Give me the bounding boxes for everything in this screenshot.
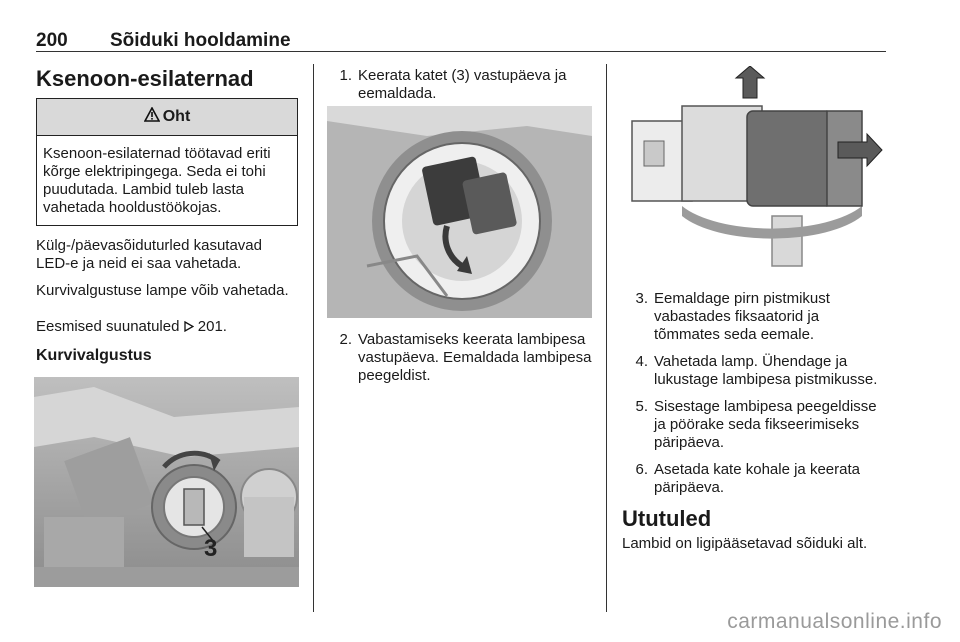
step-number: 5. xyxy=(635,398,648,415)
figure-bulb-holder xyxy=(327,106,592,318)
figure-bulb-removal xyxy=(622,66,884,276)
step-number: 6. xyxy=(635,461,648,478)
column-divider-1 xyxy=(313,64,314,612)
para-cornering: Kurvivalgustuse lampe võib vahetada. xyxy=(36,282,289,299)
step-text: Vabastamiseks keerata lambipesa vastupäeva. Eemaldada lambipesa peegeldist. xyxy=(358,331,592,384)
subheading-cornering: Kurvivalgustus xyxy=(36,347,152,364)
step-4 xyxy=(622,353,888,389)
step-text: Asetada kate kohale ja keerata päripäeva. xyxy=(654,461,860,496)
para-indicators-text: Eesmised suunatuled xyxy=(36,318,180,335)
step-6 xyxy=(622,461,888,497)
step-number: 1. xyxy=(339,67,352,84)
step-1 xyxy=(326,67,596,103)
para-indicators xyxy=(36,318,300,336)
warning-text: Ksenoon-esilaternad töötavad eriti kõrge elektripingega. Seda ei tohi puudutada. Lambid tuleb lasta vahetada hooldustöökojas. xyxy=(43,145,271,216)
para-fog: Lambid on ligipääsetavad sõiduki alt. xyxy=(622,535,868,552)
step-text: Eemaldage pirn pistmikust vabastades fiksaatorid ja tõmmates seda eemale. xyxy=(654,290,830,343)
column-divider-2 xyxy=(606,64,607,612)
step-number: 3. xyxy=(635,290,648,307)
step-number: 2. xyxy=(339,331,352,348)
page-number: 200 xyxy=(36,30,68,51)
step-5 xyxy=(622,398,888,452)
step-number: 4. xyxy=(635,353,648,370)
step-text: Vahetada lamp. Ühendage ja lukustage lambipesa pistmikusse. xyxy=(654,353,878,388)
figure-callout-3: 3 xyxy=(204,535,218,562)
warning-header xyxy=(37,99,297,136)
warning-icon xyxy=(144,107,160,127)
warning-title: Oht xyxy=(162,108,191,125)
header-rule xyxy=(36,51,886,52)
step-2 xyxy=(326,331,596,385)
step-3 xyxy=(622,290,888,344)
page-ref-icon xyxy=(184,318,198,335)
section-title-xenon: Ksenoon-esilaternad xyxy=(36,66,254,91)
section-title-fog: Ututuled xyxy=(622,506,712,531)
running-title: Sõiduki hooldamine xyxy=(110,30,291,51)
warning-box xyxy=(36,98,298,226)
watermark: carmanualsonline.info xyxy=(727,610,942,633)
step-text: Sisestage lambipesa peegeldisse ja pöörake seda fikseerimiseks päripäeva. xyxy=(654,398,877,451)
step-text: Keerata katet (3) vastupäeva ja eemaldada. xyxy=(358,67,567,102)
figure-headlamp-cover xyxy=(34,377,299,587)
para-drl: Külg-/päevasõiduturled kasutavad LED-e ja neid ei saa vahetada. xyxy=(36,237,262,272)
page-ref-link[interactable]: 201. xyxy=(197,318,227,335)
page-header xyxy=(36,30,886,52)
